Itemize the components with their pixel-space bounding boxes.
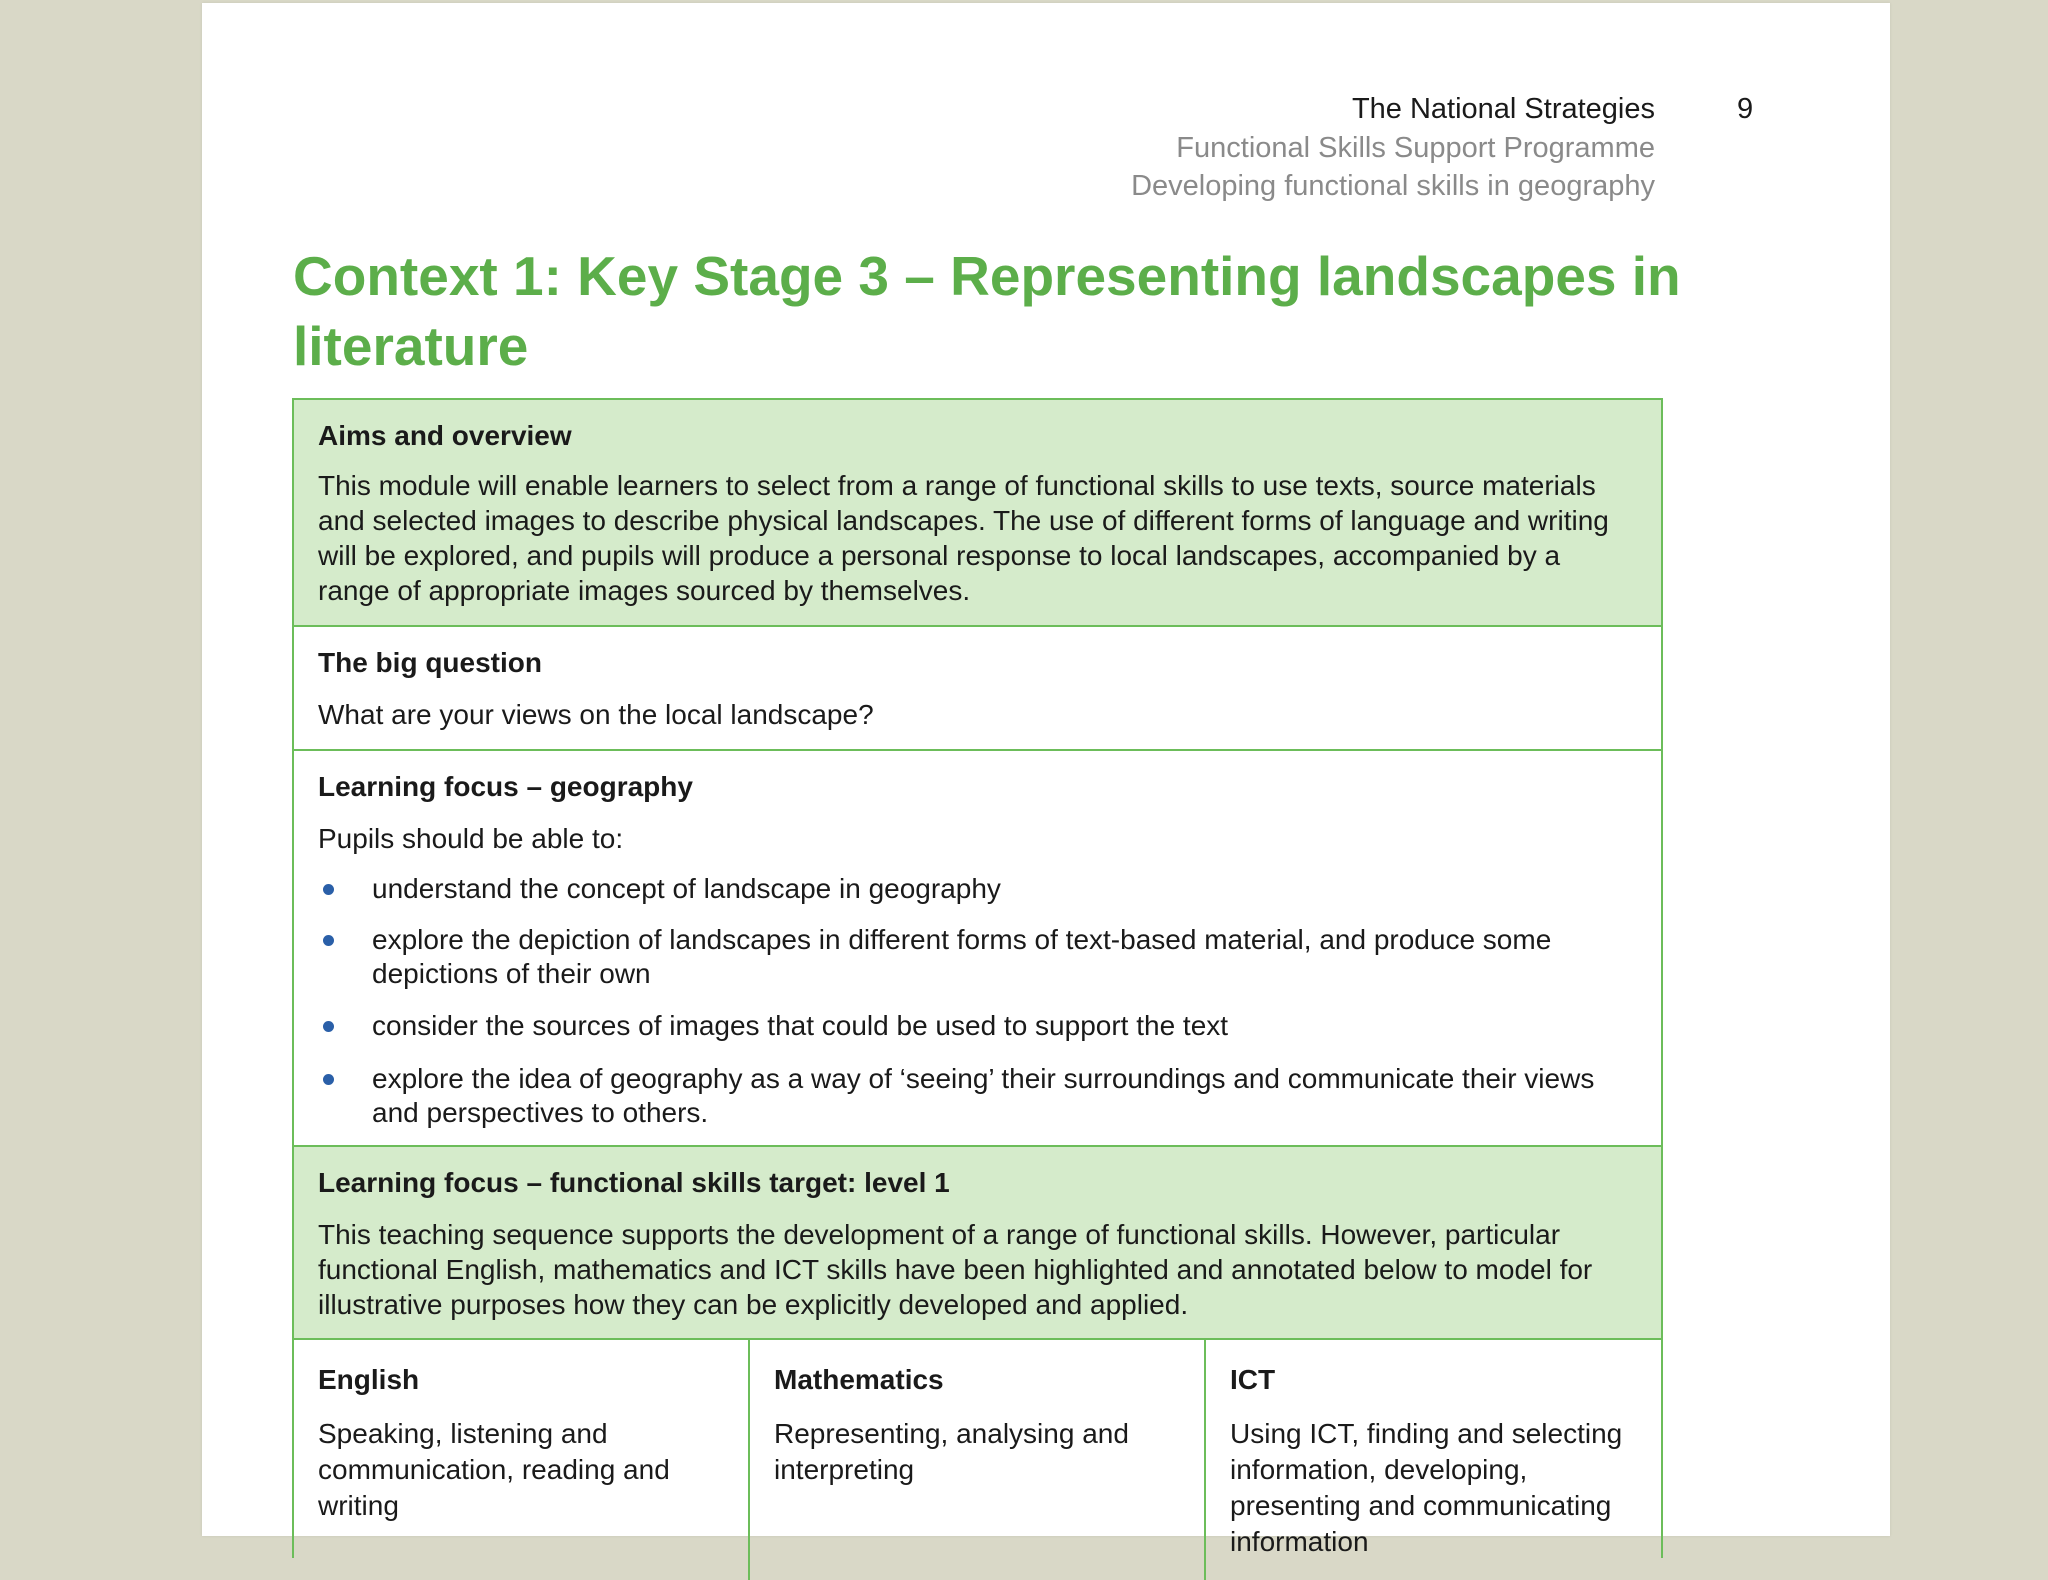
page-number: 9 <box>1737 93 1754 125</box>
mathematics-title: Mathematics <box>774 1364 944 1395</box>
big-question-section <box>294 627 1661 751</box>
english-title: English <box>318 1364 420 1395</box>
ict-body: Using ICT, finding and selecting information, developing, presenting and communicating information <box>1230 1418 1623 1557</box>
page-title: Context 1: Key Stage 3 – Representing landscapes in literature <box>293 245 1681 377</box>
header-programme: Functional Skills Support Programme <box>1176 132 1655 164</box>
geography-focus-title: Learning focus – geography <box>318 771 693 802</box>
geography-focus-section <box>294 751 1661 1147</box>
english-body: Speaking, listening and communication, reading and writing <box>318 1418 670 1521</box>
functional-skills-body: This teaching sequence supports the development of a range of functional skills. However, particular functional English, mathematics and ICT skills have been highlighted and annotated below to model for illustrative purposes how they can be explicitly developed and applied. <box>318 1219 1593 1320</box>
mathematics-column <box>750 1340 1206 1580</box>
list-item-text: explore the idea of geography as a way of ‘seeing’ their surroundings and communicate their views and perspectives to others. <box>372 1063 1595 1128</box>
aims-title: Aims and overview <box>318 420 572 451</box>
aims-section <box>294 400 1661 627</box>
header-document-title: Developing functional skills in geography <box>1131 170 1655 202</box>
document-page <box>202 3 1890 1557</box>
geography-focus-intro: Pupils should be able to: <box>318 823 624 854</box>
list-item-text: consider the sources of images that could be used to support the text <box>372 1010 1229 1041</box>
header-organisation: The National Strategies <box>1351 93 1655 125</box>
big-question-body: What are your views on the local landscape? <box>318 699 874 730</box>
ict-title: ICT <box>1230 1364 1276 1395</box>
list-item-text: understand the concept of landscape in geography <box>372 873 1001 904</box>
bullet-icon <box>323 1021 334 1032</box>
content-box <box>292 398 1663 1558</box>
bullet-icon <box>323 935 334 946</box>
mathematics-body: Representing, analysing and interpreting <box>774 1418 1129 1485</box>
skills-table <box>294 1340 1661 1580</box>
english-column <box>294 1340 750 1580</box>
aims-body: This module will enable learners to select from a range of functional skills to use texts, source materials and selected images to describe physical landscapes. The use of different forms of language and writing will be explored, and pupils will produce a personal response to local landscapes, accompanied by a range of appropriate images sourced by themselves. <box>318 470 1609 606</box>
functional-skills-title: Learning focus – functional skills target: level 1 <box>318 1167 950 1198</box>
big-question-title: The big question <box>318 647 542 678</box>
list-item-text: explore the depiction of landscapes in different forms of text-based material, and produce some depictions of their own <box>372 924 1552 989</box>
bullet-icon <box>323 884 334 895</box>
functional-skills-section <box>294 1147 1661 1340</box>
ict-column <box>1206 1340 1661 1580</box>
bullet-icon <box>323 1074 334 1085</box>
